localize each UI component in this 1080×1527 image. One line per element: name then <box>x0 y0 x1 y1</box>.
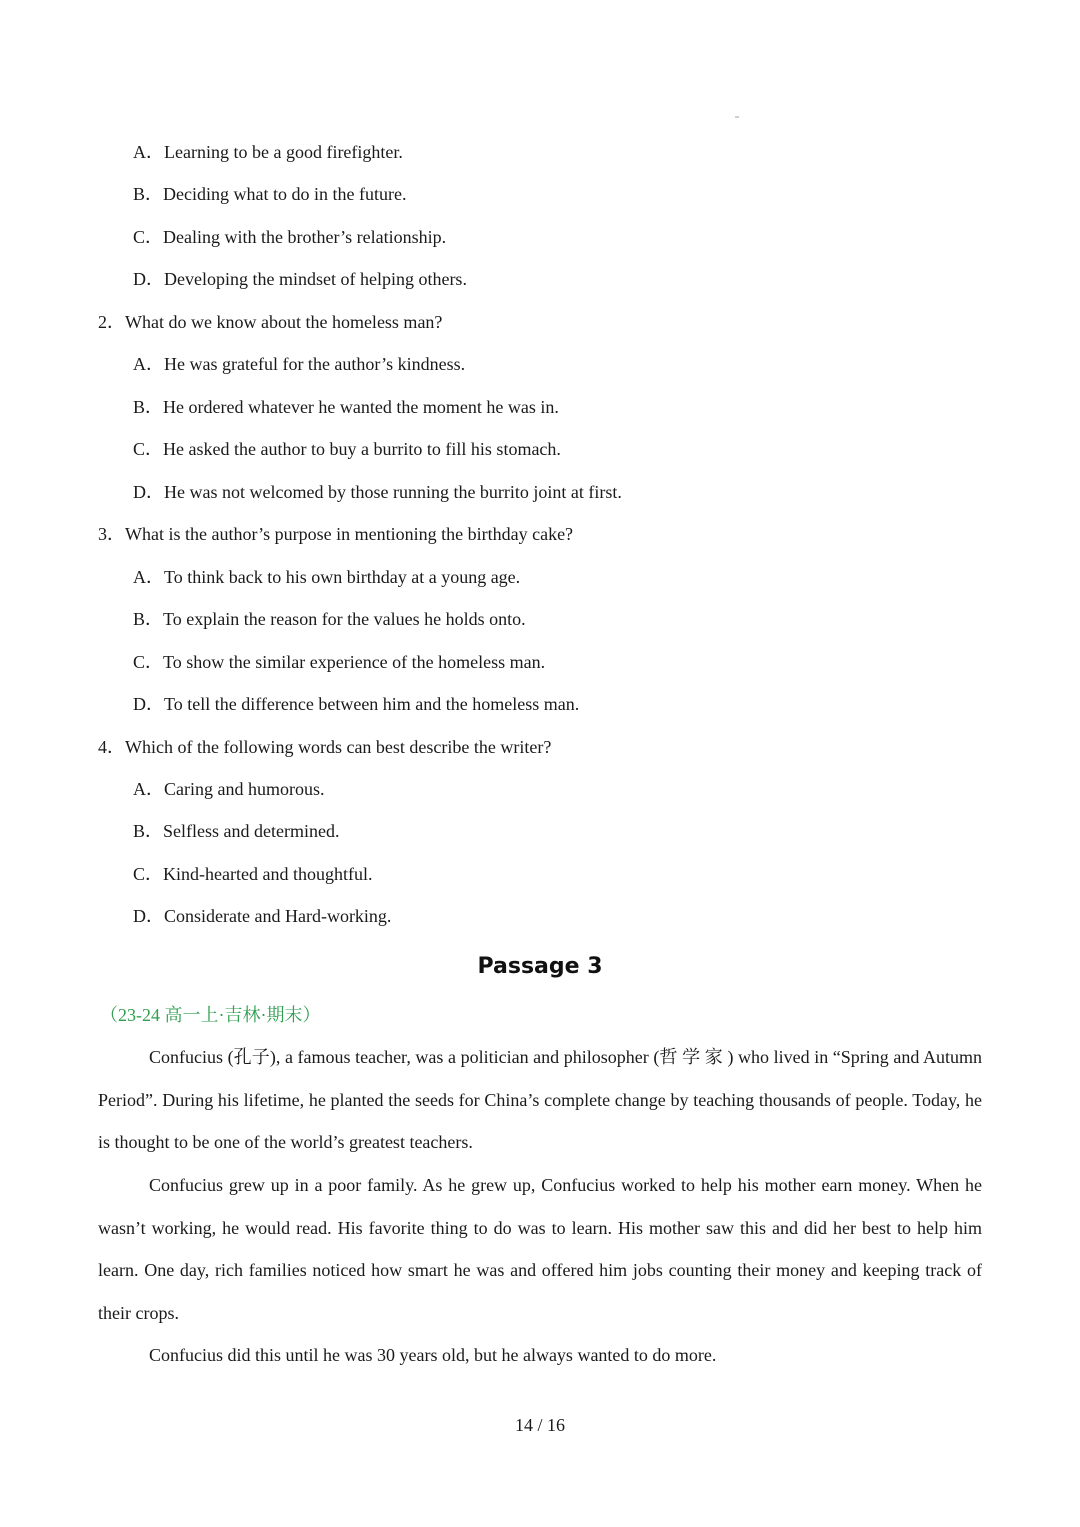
q2-option-c: C．He asked the author to buy a burrito to fill his stomach. <box>133 439 561 459</box>
q4-option-c: C．Kind-hearted and thoughtful. <box>133 864 373 884</box>
q2-option-a: A．He was grateful for the author’s kindness. <box>133 354 466 374</box>
q4-stem: 4．Which of the following words can best describe the writer? <box>98 737 552 757</box>
passage-paragraph-2: Confucius grew up in a poor family. As he grew up, Confucius worked to help his mother earn money. When he wasn’t working, he would read. His favorite thing to do was to learn. His mother saw this and did her best to help him learn. One day, rich families noticed how smart he was and offered him jobs counting their money and keeping track of their crops. <box>98 1175 982 1323</box>
q3-option-a: A．To think back to his own birthday at a young age. <box>133 567 521 587</box>
passage-title: Passage 3 <box>477 954 603 979</box>
q3-option-d: D．To tell the difference between him and the homeless man. <box>133 694 580 714</box>
q1-option-d: D．Developing the mindset of helping others. <box>133 269 467 289</box>
q2-option-b: B．He ordered whatever he wanted the moment he was in. <box>133 397 559 417</box>
passage-source: （23-24 高一上·吉林·期末） <box>100 1005 321 1025</box>
q3-option-c: C．To show the similar experience of the homeless man. <box>133 652 546 672</box>
passage-paragraph-3: Confucius did this until he was 30 years old, but he always wanted to do more. <box>149 1345 717 1365</box>
scan-artifact <box>735 116 739 118</box>
q2-stem: 2．What do we know about the homeless man? <box>98 312 443 332</box>
q4-option-a: A．Caring and humorous. <box>133 779 325 799</box>
passage-paragraph-1: Confucius (孔子), a famous teacher, was a politician and philosopher (哲 学 家 ) who lived in “Spring and Autumn Period”. During his lifetime, he planted the seeds for China’s complete change by teaching thousands of people. Today, he is thought to be one of the world’s greatest teachers. <box>98 1047 982 1152</box>
q1-option-a: A．Learning to be a good firefighter. <box>133 142 403 162</box>
q4-option-b: B．Selfless and determined. <box>133 821 340 841</box>
q1-option-c: C．Dealing with the brother’s relationship. <box>133 227 447 247</box>
q2-option-d: D．He was not welcomed by those running the burrito joint at first. <box>133 482 622 502</box>
q4-option-d: D．Considerate and Hard-working. <box>133 906 392 926</box>
q1-option-b: B．Deciding what to do in the future. <box>133 184 407 204</box>
page-number: 14 / 16 <box>514 1415 565 1435</box>
q3-option-b: B．To explain the reason for the values he holds onto. <box>133 609 526 629</box>
q3-stem: 3．What is the author’s purpose in mentioning the birthday cake? <box>98 524 574 544</box>
